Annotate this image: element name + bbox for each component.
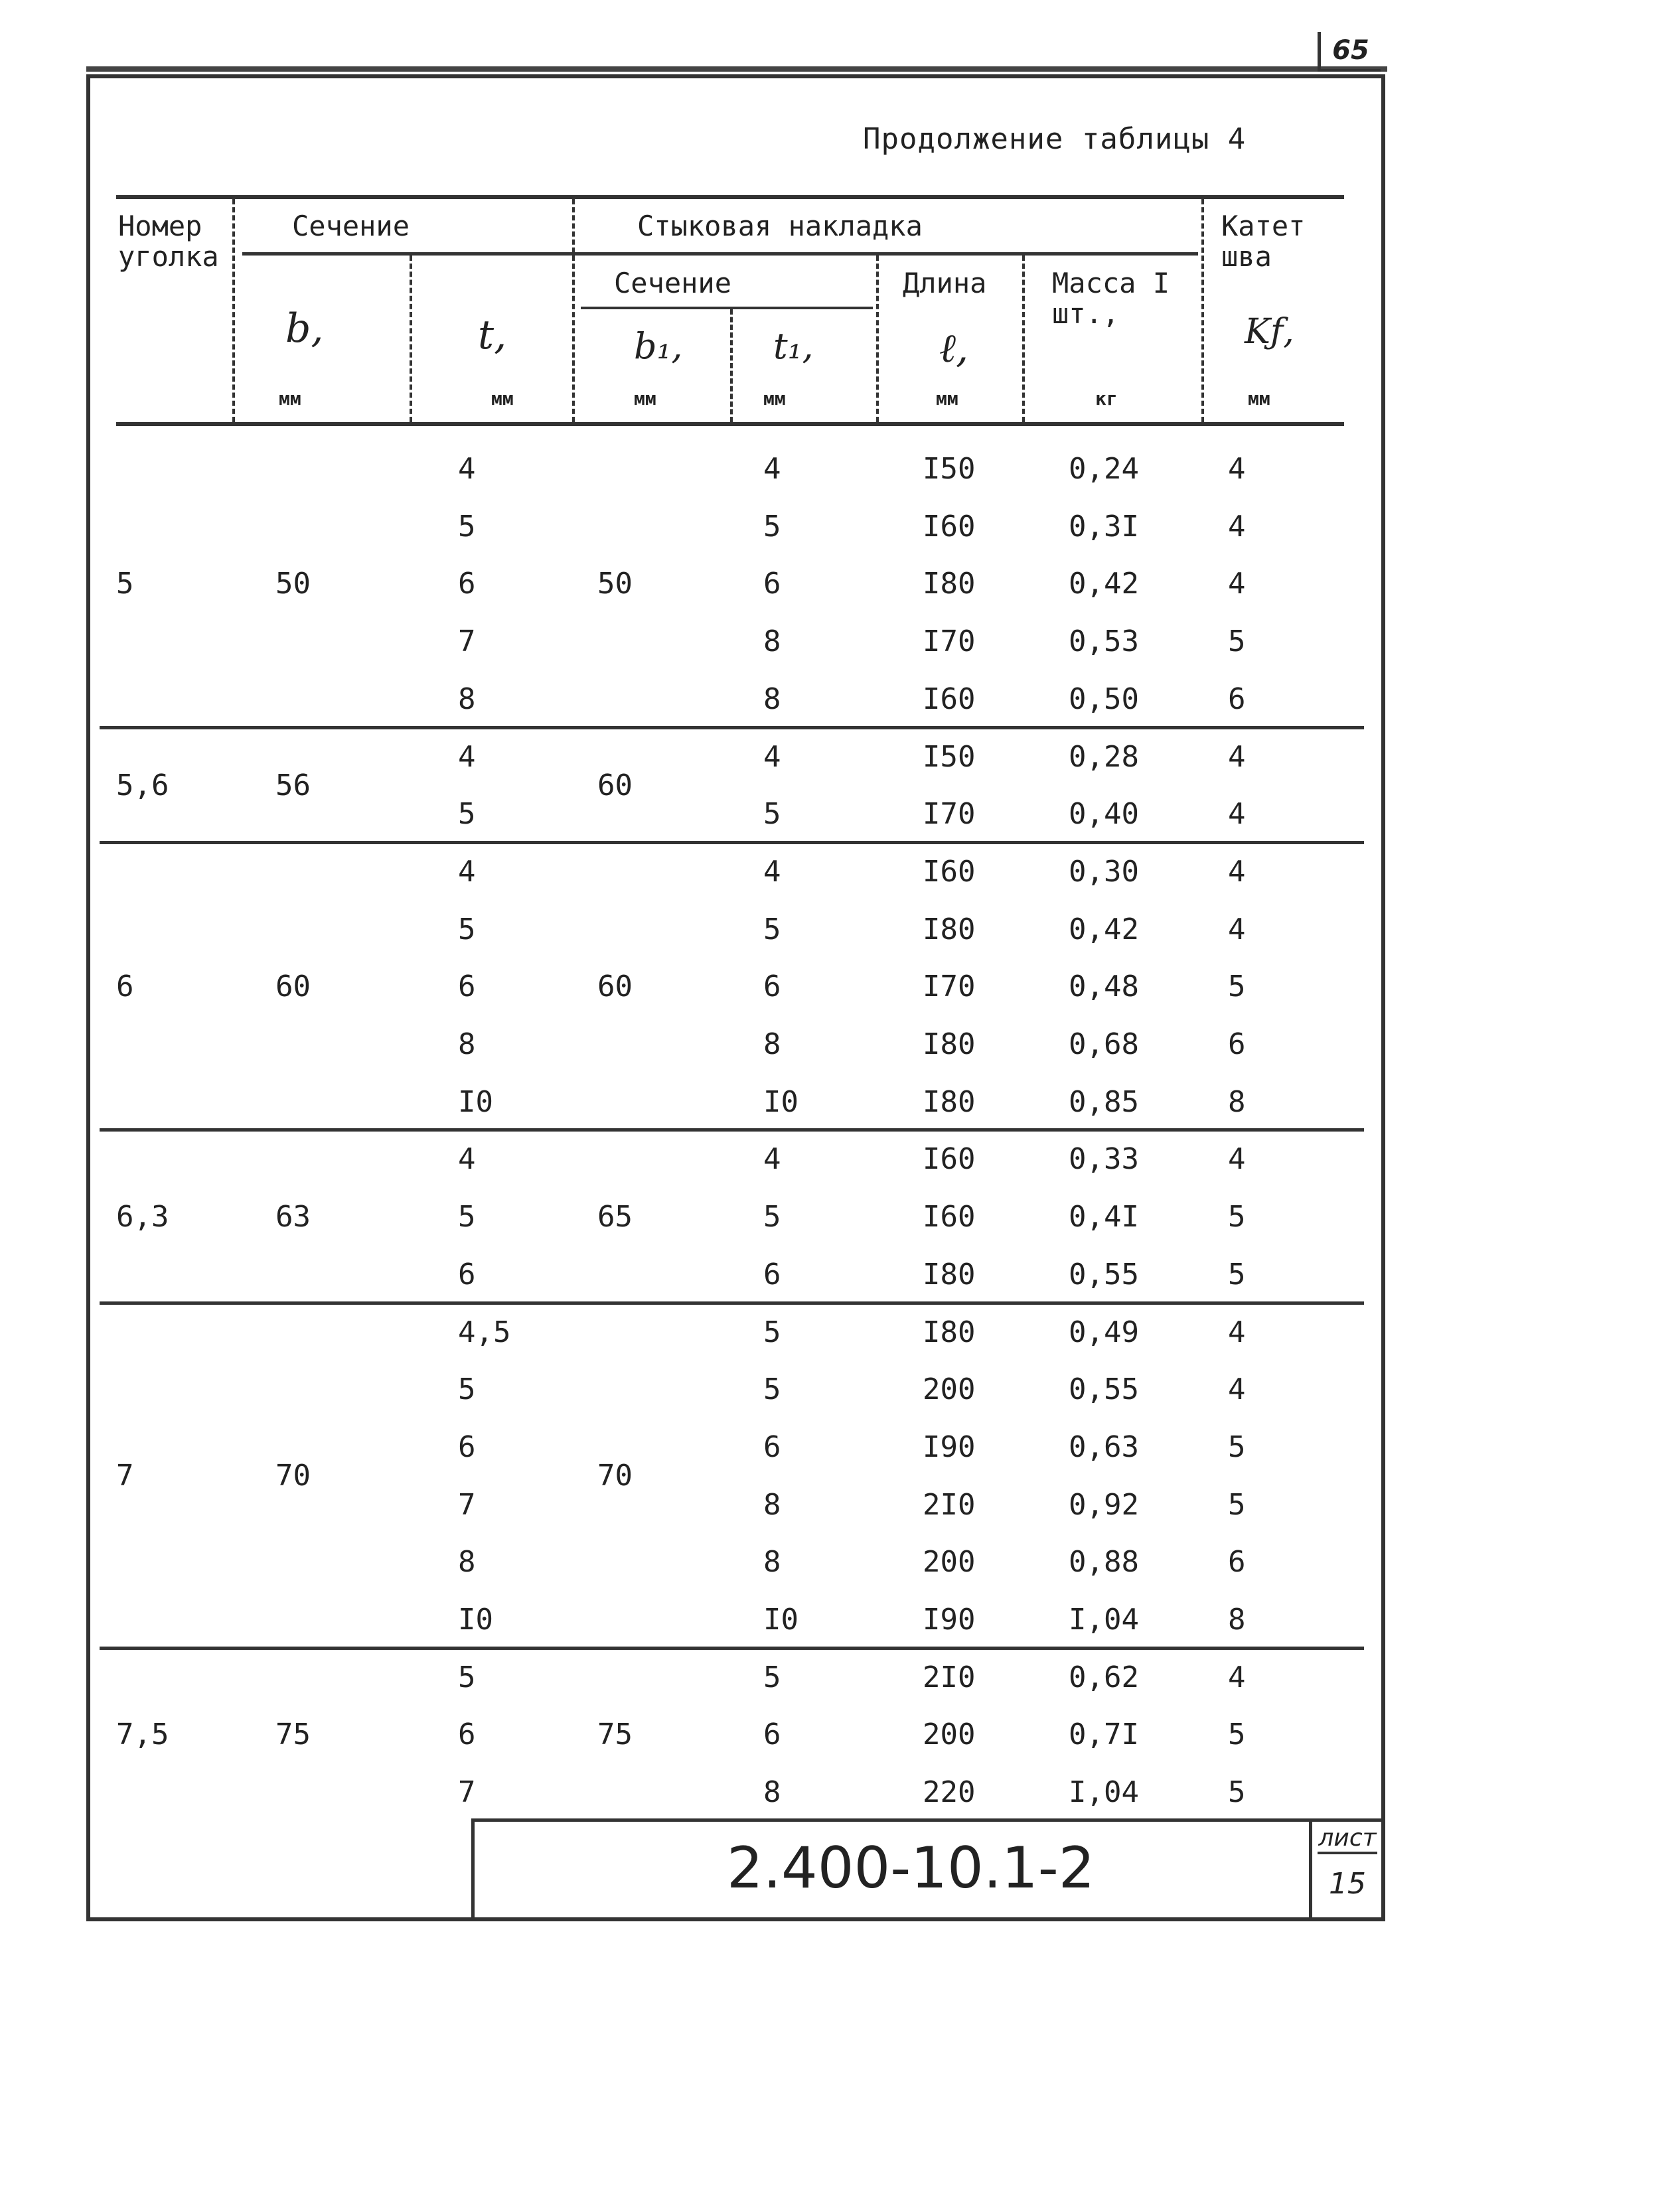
weld-leg-cell: 4 [1228, 854, 1246, 889]
plate-mass-cell: 0,40 [1069, 797, 1139, 832]
plate-length-cell: I60 [923, 682, 976, 716]
weld-leg-cell: 4 [1228, 1660, 1246, 1694]
plate-t1-cell: 4 [763, 739, 781, 774]
plate-mass-cell: 0,42 [1069, 912, 1139, 946]
plate-t1-cell: 8 [763, 1027, 781, 1061]
plate-length-cell: 2I0 [923, 1660, 976, 1694]
plate-mass-cell: 0,63 [1069, 1430, 1139, 1464]
plate-mass-cell: 0,50 [1069, 682, 1139, 716]
plate-t1-cell: 6 [763, 567, 781, 601]
header-divider [572, 199, 575, 422]
plate-length-cell: I70 [923, 625, 976, 659]
header-symbol-k: Kƒ, [1245, 312, 1294, 352]
plate-t1-cell: 5 [763, 797, 781, 832]
section-t-cell: 8 [458, 1545, 476, 1580]
plate-mass-cell: 0,28 [1069, 739, 1139, 774]
header-weld-leg: Катет шва [1221, 210, 1306, 273]
section-t-cell: 5 [458, 1200, 476, 1234]
section-t-cell: 7 [458, 625, 476, 659]
header-unit: мм [491, 388, 514, 409]
plate-mass-cell: I,04 [1069, 1775, 1139, 1810]
plate-length-cell: I80 [923, 1027, 976, 1061]
plate-length-cell: I70 [923, 970, 976, 1004]
section-t-cell: 4 [458, 1142, 476, 1177]
plate-mass-cell: 0,30 [1069, 854, 1139, 889]
header-symbol-b: b, [285, 305, 324, 352]
plate-mass-cell: 0,55 [1069, 1257, 1139, 1291]
group-separator [100, 1301, 1364, 1305]
section-b-cell: 56 [275, 768, 311, 802]
section-t-cell: 4 [458, 452, 476, 486]
plate-length-cell: 2I0 [923, 1487, 976, 1522]
plate-t1-cell: 5 [763, 509, 781, 544]
weld-leg-cell: 5 [1228, 1257, 1246, 1291]
plate-mass-cell: 0,92 [1069, 1487, 1139, 1522]
section-t-cell: 6 [458, 567, 476, 601]
plate-mass-cell: 0,48 [1069, 970, 1139, 1004]
section-t-cell: I0 [458, 1603, 493, 1637]
weld-leg-cell: 4 [1228, 567, 1246, 601]
plate-b1-cell: 70 [597, 1459, 633, 1493]
section-b-cell: 60 [275, 970, 311, 1004]
weld-leg-cell: 6 [1228, 682, 1246, 716]
plate-length-cell: I60 [923, 1142, 976, 1177]
plate-t1-cell: 4 [763, 854, 781, 889]
weld-leg-cell: 4 [1228, 509, 1246, 544]
plate-mass-cell: 0,33 [1069, 1142, 1139, 1177]
header-divider [876, 256, 879, 422]
header-divider [1022, 256, 1025, 422]
header-splice-plate: Стыковая накладка [637, 210, 923, 242]
plate-length-cell: I90 [923, 1603, 976, 1637]
plate-length-cell: I80 [923, 1257, 976, 1291]
plate-t1-cell: 6 [763, 1257, 781, 1291]
angle-number-cell: 6,3 [116, 1200, 169, 1234]
plate-t1-cell: 8 [763, 1487, 781, 1522]
plate-length-cell: I80 [923, 1315, 976, 1349]
section-t-cell: 8 [458, 1027, 476, 1061]
plate-b1-cell: 50 [597, 567, 633, 601]
plate-t1-cell: I0 [763, 1084, 798, 1119]
header-angle-number: Номер уголка [118, 210, 219, 273]
plate-t1-cell: 4 [763, 1142, 781, 1177]
plate-b1-cell: 60 [597, 768, 633, 802]
sheet-label: лист [1318, 1824, 1377, 1854]
plate-t1-cell: 8 [763, 1545, 781, 1580]
section-b-cell: 75 [275, 1718, 311, 1752]
section-t-cell: 5 [458, 1372, 476, 1407]
plate-mass-cell: 0,53 [1069, 625, 1139, 659]
plate-length-cell: I50 [923, 739, 976, 774]
plate-length-cell: I60 [923, 1200, 976, 1234]
section-b-cell: 70 [275, 1459, 311, 1493]
plate-mass-cell: I,04 [1069, 1603, 1139, 1637]
angle-number-cell: 7 [116, 1459, 134, 1493]
group-separator [100, 726, 1364, 729]
weld-leg-cell: 5 [1228, 625, 1246, 659]
plate-mass-cell: 0,3I [1069, 509, 1139, 544]
group-separator [100, 1128, 1364, 1132]
title-block [471, 1818, 1312, 1921]
section-t-cell: 6 [458, 1718, 476, 1752]
weld-leg-cell: 4 [1228, 1372, 1246, 1407]
section-t-cell: 5 [458, 509, 476, 544]
plate-b1-cell: 65 [597, 1200, 633, 1234]
section-t-cell: 4,5 [458, 1315, 511, 1349]
plate-mass-cell: 0,85 [1069, 1084, 1139, 1119]
plate-mass-cell: 0,42 [1069, 567, 1139, 601]
section-t-cell: 7 [458, 1775, 476, 1810]
group-separator [100, 1647, 1364, 1650]
plate-t1-cell: 5 [763, 1315, 781, 1349]
plate-mass-cell: 0,24 [1069, 452, 1139, 486]
document-code: 2.400-10.1-2 [727, 1835, 1095, 1901]
plate-length-cell: I50 [923, 452, 976, 486]
section-t-cell: 5 [458, 797, 476, 832]
section-t-cell: 6 [458, 970, 476, 1004]
plate-t1-cell: 5 [763, 912, 781, 946]
weld-leg-cell: 5 [1228, 1200, 1246, 1234]
sheet-number: 15 [1329, 1867, 1366, 1901]
plate-b1-cell: 75 [597, 1718, 633, 1752]
weld-leg-cell: 5 [1228, 1430, 1246, 1464]
plate-length-cell: I70 [923, 797, 976, 832]
section-b-cell: 50 [275, 567, 311, 601]
plate-mass-cell: 0,4I [1069, 1200, 1139, 1234]
weld-leg-cell: 5 [1228, 970, 1246, 1004]
plate-t1-cell: I0 [763, 1603, 798, 1637]
plate-length-cell: 220 [923, 1775, 976, 1810]
header-unit: мм [936, 388, 958, 409]
weld-leg-cell: 6 [1228, 1545, 1246, 1580]
plate-mass-cell: 0,49 [1069, 1315, 1139, 1349]
section-t-cell: 5 [458, 1660, 476, 1694]
frame-top-line [86, 66, 1387, 72]
header-unit: мм [279, 388, 301, 409]
weld-leg-cell: 4 [1228, 1315, 1246, 1349]
weld-leg-cell: 6 [1228, 1027, 1246, 1061]
table-caption: Продолжение таблицы 4 [863, 122, 1247, 156]
plate-t1-cell: 8 [763, 625, 781, 659]
plate-length-cell: I60 [923, 854, 976, 889]
header-unit: кг [1095, 388, 1118, 409]
group-separator [100, 841, 1364, 844]
header-unit: мм [763, 388, 786, 409]
plate-mass-cell: 0,62 [1069, 1660, 1139, 1694]
header-mass: Масса I шт., [1052, 267, 1170, 330]
angle-number-cell: 5 [116, 567, 134, 601]
angle-number-cell: 5,6 [116, 768, 169, 802]
weld-leg-cell: 5 [1228, 1775, 1246, 1810]
header-length: Длина [903, 267, 987, 299]
plate-mass-cell: 0,55 [1069, 1372, 1139, 1407]
section-t-cell: 6 [458, 1430, 476, 1464]
weld-leg-cell: 5 [1228, 1718, 1246, 1752]
section-t-cell: 4 [458, 739, 476, 774]
header-plate-section: Сечение [614, 267, 732, 299]
plate-mass-cell: 0,7I [1069, 1718, 1139, 1752]
plate-length-cell: 200 [923, 1545, 976, 1580]
weld-leg-cell: 4 [1228, 452, 1246, 486]
header-sub-rule [581, 307, 873, 309]
plate-t1-cell: 6 [763, 1718, 781, 1752]
header-mid-rule [242, 252, 1198, 256]
plate-b1-cell: 60 [597, 970, 633, 1004]
header-section: Сечение [292, 210, 410, 242]
plate-length-cell: 200 [923, 1372, 976, 1407]
plate-t1-cell: 4 [763, 452, 781, 486]
section-t-cell: 4 [458, 854, 476, 889]
weld-leg-cell: 4 [1228, 912, 1246, 946]
sheet-box [1309, 1818, 1385, 1921]
header-divider [410, 256, 412, 422]
angle-number-cell: 7,5 [116, 1718, 169, 1752]
section-t-cell: 5 [458, 912, 476, 946]
page-number: 65 [1318, 32, 1381, 72]
plate-t1-cell: 8 [763, 1775, 781, 1810]
plate-length-cell: I80 [923, 1084, 976, 1119]
plate-t1-cell: 5 [763, 1200, 781, 1234]
plate-t1-cell: 6 [763, 1430, 781, 1464]
plate-t1-cell: 8 [763, 682, 781, 716]
section-t-cell: 7 [458, 1487, 476, 1522]
plate-length-cell: I60 [923, 509, 976, 544]
plate-length-cell: I80 [923, 912, 976, 946]
plate-mass-cell: 0,68 [1069, 1027, 1139, 1061]
section-t-cell: 6 [458, 1257, 476, 1291]
header-top-rule [116, 195, 1344, 199]
header-symbol-t: t, [478, 312, 507, 358]
plate-length-cell: 200 [923, 1718, 976, 1752]
header-symbol-l: ℓ, [939, 325, 969, 372]
weld-leg-cell: 4 [1228, 739, 1246, 774]
header-divider [730, 309, 733, 422]
header-unit: мм [634, 388, 656, 409]
section-t-cell: I0 [458, 1084, 493, 1119]
plate-mass-cell: 0,88 [1069, 1545, 1139, 1580]
plate-t1-cell: 5 [763, 1372, 781, 1407]
plate-length-cell: I90 [923, 1430, 976, 1464]
weld-leg-cell: 8 [1228, 1603, 1246, 1637]
header-divider [232, 199, 235, 422]
weld-leg-cell: 4 [1228, 797, 1246, 832]
section-b-cell: 63 [275, 1200, 311, 1234]
header-unit: мм [1248, 388, 1270, 409]
header-bottom-rule [116, 422, 1344, 426]
weld-leg-cell: 5 [1228, 1487, 1246, 1522]
section-t-cell: 8 [458, 682, 476, 716]
weld-leg-cell: 4 [1228, 1142, 1246, 1177]
header-symbol-t1: t₁, [773, 325, 814, 367]
header-divider [1201, 199, 1204, 422]
plate-t1-cell: 5 [763, 1660, 781, 1694]
angle-number-cell: 6 [116, 970, 134, 1004]
header-symbol-b1: b₁, [634, 325, 683, 367]
plate-t1-cell: 6 [763, 970, 781, 1004]
weld-leg-cell: 8 [1228, 1084, 1246, 1119]
plate-length-cell: I80 [923, 567, 976, 601]
